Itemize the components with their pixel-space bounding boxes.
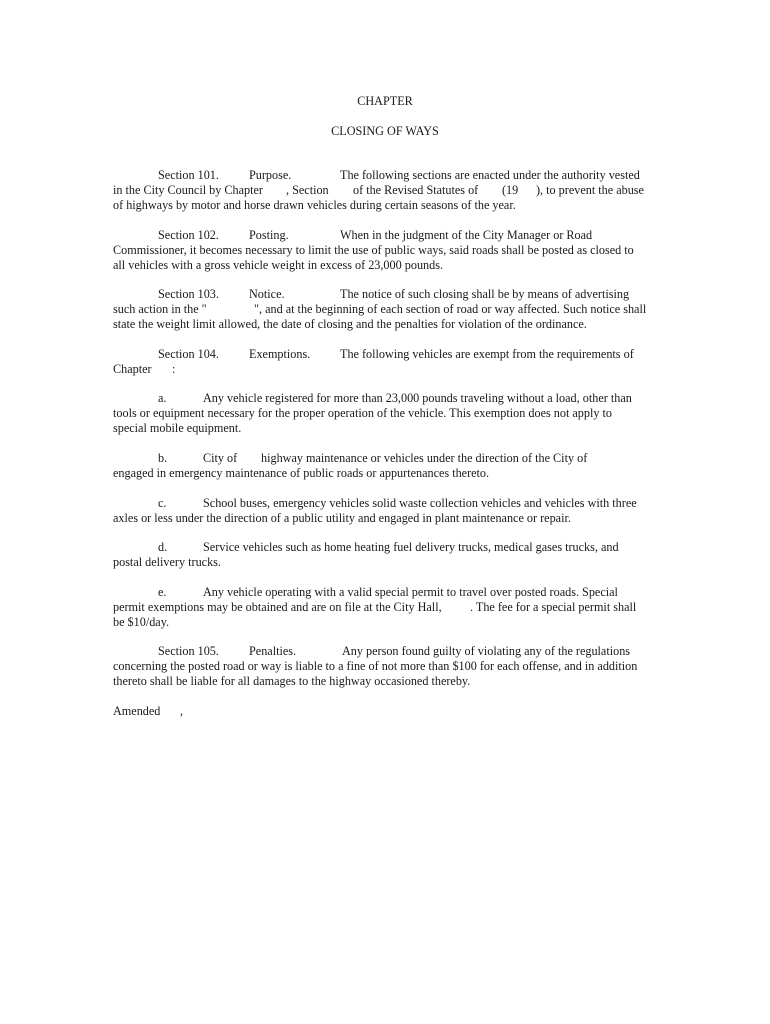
section-102-text-line-2: Commissioner, it becomes necessary to limit the use of public ways, said roads shall be posted as closed to: [113, 243, 634, 257]
chapter-heading: CHAPTER: [357, 94, 413, 108]
exemption-d-line-2: postal delivery trucks.: [113, 555, 221, 569]
exemption-e-line-3: be $10/day.: [113, 615, 170, 629]
section-101-text-line-3: of highways by motor and horse drawn vehicles during certain seasons of the year.: [113, 198, 516, 212]
section-103-text-line-2b: ", and at the beginning of each section of road or way affected. Such notice shall: [254, 302, 647, 316]
section-103-text-line-1: The notice of such closing shall be by means of advertising: [340, 287, 630, 301]
section-103-text-line-2a: such action in the ": [113, 302, 207, 316]
section-105-text-line-3: thereto shall be liable for all damages to the highway occasioned thereby.: [113, 674, 471, 688]
section-105-text-line-2: concerning the posted road or way is liable to a fine of not more than $100 for each offense, and in addition: [113, 659, 638, 673]
amended-comma: ,: [180, 704, 184, 718]
section-102-number: Section 102.: [158, 228, 219, 242]
section-104-text-line-2a: Chapter: [113, 362, 152, 376]
section-101-heading: Purpose.: [249, 168, 292, 182]
section-103-heading: Notice.: [249, 287, 285, 301]
exemption-b-line-1b: highway maintenance or vehicles under the direction of the City of: [261, 451, 588, 465]
exemption-c-line-1: School buses, emergency vehicles solid waste collection vehicles and vehicles with three: [203, 496, 637, 510]
section-101-text-line-2e: ), to prevent the abuse: [536, 183, 644, 197]
exemption-e-line-1: Any vehicle operating with a valid special permit to travel over posted roads. Special: [203, 585, 618, 599]
document-title: CLOSING OF WAYS: [331, 124, 439, 138]
exemption-b-line-1a: City of: [203, 451, 238, 465]
section-104-text-line-1: The following vehicles are exempt from the requirements of: [340, 347, 634, 361]
section-101-text-line-2b: , Section: [286, 183, 329, 197]
exemption-e-line-2b: . The fee for a special permit shall: [470, 600, 637, 614]
exemption-e-line-2a: permit exemptions may be obtained and are on file at the City Hall,: [113, 600, 442, 614]
section-102-text-line-1: When in the judgment of the City Manager or Road: [340, 228, 593, 242]
section-104-text-line-2b: :: [172, 362, 176, 376]
section-101-text-line-2c: of the Revised Statutes of: [353, 183, 479, 197]
exemption-d-label: d.: [158, 540, 168, 554]
exemption-a-label: a.: [158, 391, 167, 405]
exemption-e-label: e.: [158, 585, 167, 599]
section-105-heading: Penalties.: [249, 644, 297, 658]
section-104-heading: Exemptions.: [249, 347, 311, 361]
exemption-c-label: c.: [158, 496, 167, 510]
section-102-heading: Posting.: [249, 228, 289, 242]
exemption-a-line-3: special mobile equipment.: [113, 421, 242, 435]
section-101-number: Section 101.: [158, 168, 219, 182]
exemption-b-label: b.: [158, 451, 168, 465]
section-103-text-line-3: state the weight limit allowed, the date of closing and the penalties for violation of the ordinance.: [113, 317, 587, 331]
section-103-number: Section 103.: [158, 287, 219, 301]
section-101-text-line-1: The following sections are enacted under the authority vested: [340, 168, 640, 182]
section-105-text-line-1: Any person found guilty of violating any of the regulations: [342, 644, 631, 658]
exemption-a-line-1: Any vehicle registered for more than 23,000 pounds traveling without a load, other than: [203, 391, 632, 405]
section-101-text-line-2d: (19: [502, 183, 519, 197]
amended-label: Amended: [113, 704, 161, 718]
section-105-number: Section 105.: [158, 644, 219, 658]
section-101-text-line-2a: in the City Council by Chapter: [113, 183, 263, 197]
exemption-b-line-2: engaged in emergency maintenance of public roads or appurtenances thereto.: [113, 466, 490, 480]
section-104-number: Section 104.: [158, 347, 219, 361]
exemption-c-line-2: axles or less under the direction of a public utility and engaged in plant maintenance or repair.: [113, 511, 571, 525]
exemption-a-line-2: tools or equipment necessary for the proper operation of the vehicle. This exemption does not apply to: [113, 406, 612, 420]
section-102-text-line-3: all vehicles with a gross vehicle weight in excess of 23,000 pounds.: [113, 258, 444, 272]
exemption-d-line-1: Service vehicles such as home heating fuel delivery trucks, medical gases trucks, and: [203, 540, 619, 554]
